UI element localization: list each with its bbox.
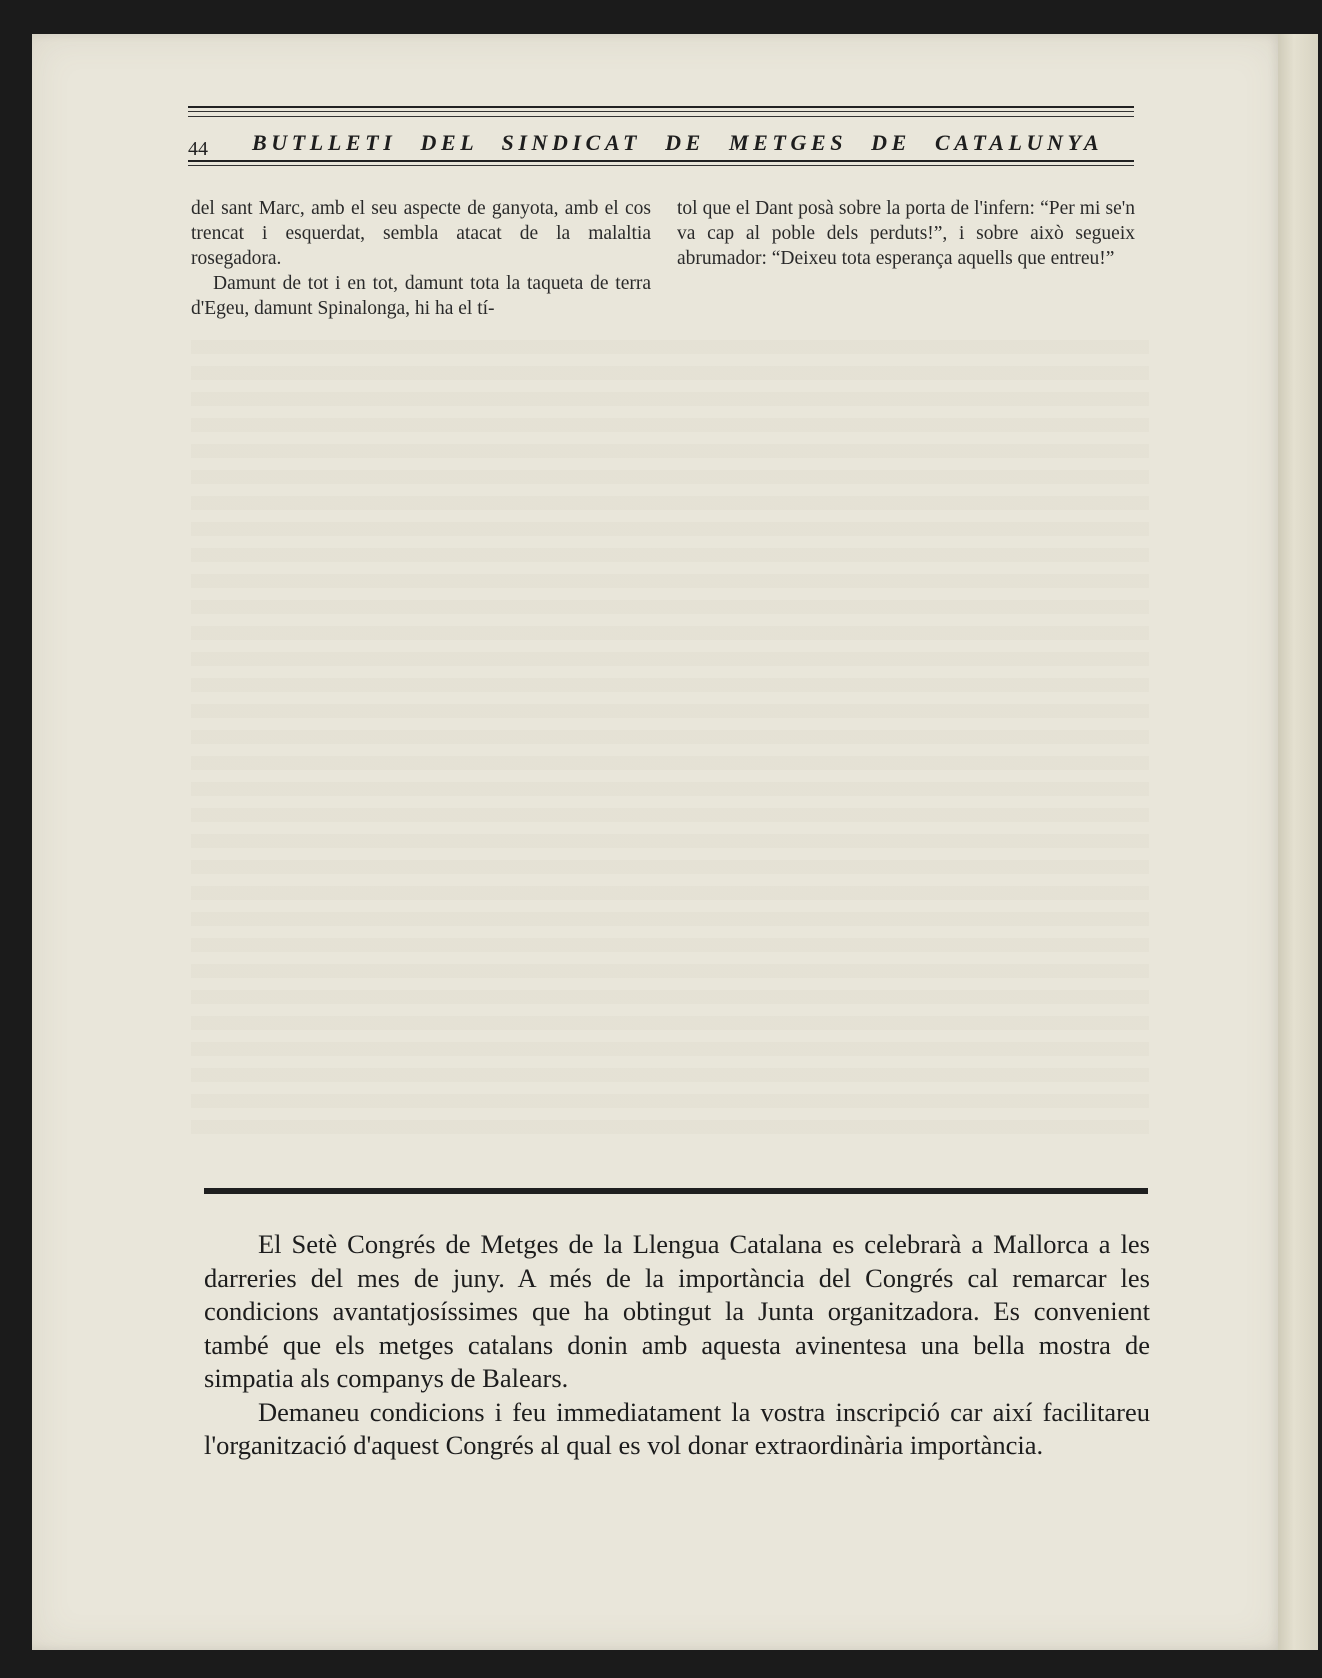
header-rule-top-thin-2 bbox=[188, 116, 1134, 117]
show-through-texture bbox=[191, 340, 1149, 1140]
running-header bbox=[188, 124, 1134, 158]
article-paragraph: tol que el Dant posà sobre la porta de l'infern: “Per mi se'n va cap al poble dels perduts!”, i sobre això segueix abrumador: “Deixeu tota esperança aquells que entreu!” bbox=[677, 198, 1135, 269]
notice-paragraph: El Setè Congrés de Metges de la Llengua Catalana es celebrarà a Mallorca a les darreries del mes de juny. A més de la importància del Congrés cal remarcar les condicions avantatjosíssimes que ha obtingut la Junta organitzadora. Es convenient també que els metges catalans donin amb aquesta avinentesa una bella mostra de simpatia als companys de Balears. bbox=[204, 1229, 1150, 1393]
page-number: 44 bbox=[188, 138, 208, 160]
notice-divider bbox=[204, 1188, 1148, 1194]
header-rule-bottom-thin bbox=[188, 165, 1134, 166]
header-rule-bottom bbox=[188, 160, 1134, 162]
notice-paragraph: Demaneu condicions i feu immediatament la vostra inscripció car així facilitareu l'organització d'aquest Congrés al qual es vol donar extraordinària importància. bbox=[204, 1396, 1150, 1460]
page-edge bbox=[1278, 34, 1318, 1650]
article-left-column bbox=[191, 196, 651, 321]
article-paragraph: del sant Marc, amb el seu aspecte de ganyota, amb el cos trencat i esquerdat, sembla atacat de la malaltia rosegadora. bbox=[191, 198, 651, 269]
journal-title: BUTLLETI DEL SINDICAT DE METGES DE CATALUNYA bbox=[252, 130, 1104, 155]
congress-notice bbox=[204, 1228, 1150, 1463]
article-right-column bbox=[677, 196, 1135, 271]
header-rule-top-thin bbox=[188, 111, 1134, 112]
article-paragraph: Damunt de tot i en tot, damunt tota la taqueta de terra d'Egeu, damunt Spinalonga, hi ha el tí- bbox=[191, 273, 651, 319]
header-rule-top bbox=[188, 106, 1134, 108]
